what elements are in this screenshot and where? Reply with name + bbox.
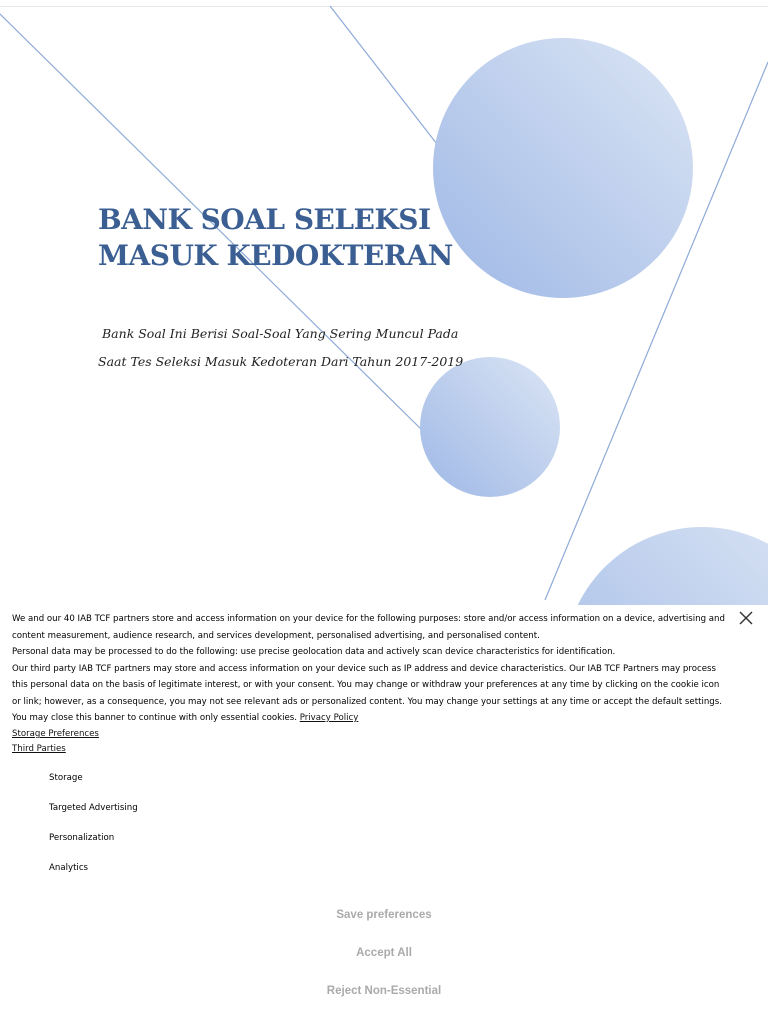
category-targeted-advertising[interactable]: Targeted Advertising: [49, 803, 138, 813]
notice-paragraph-3-text: Our third party IAB TCF partners may store and access information on your device such as IP address and device characteristics. Our IAB TCF Partners may process this personal data on the basis of legitimate interest, or with your consent. You may change or withdraw your preferences at any time by clicking on the cookie icon or link; however, as a consequence, you may not see relevant ads or personalized content. You may change your settings at any time or accept the default settings. You may close this banner to continue with only essential cookies.: [12, 663, 722, 723]
consent-categories: [49, 770, 138, 890]
title-line-1: BANK SOAL SELEKSI: [98, 203, 431, 236]
storage-preferences-link[interactable]: Storage Preferences: [12, 729, 99, 739]
notice-paragraph-3: [12, 661, 727, 727]
privacy-policy-link[interactable]: Privacy Policy: [299, 713, 359, 723]
third-parties-link[interactable]: Third Parties: [12, 743, 66, 754]
bottom-circle: [564, 527, 768, 605]
subtitle-line-2: Saat Tes Seleksi Masuk Kedoteran Dari Tahun 2017-2019: [98, 354, 464, 369]
save-preferences-button[interactable]: Save preferences: [330, 903, 437, 927]
close-button[interactable]: [735, 607, 757, 629]
small-circle: [420, 357, 560, 497]
title-line-2: MASUK KEDOKTERAN: [98, 239, 453, 272]
close-icon: [735, 607, 757, 629]
notice-paragraph-2: Personal data may be processed to do the following: use precise geolocation data and actively scan device characteristics for identification.: [12, 647, 616, 657]
document-title: [98, 202, 458, 274]
consent-actions: [0, 903, 768, 1017]
accept-all-button[interactable]: Accept All: [350, 941, 418, 965]
category-personalization[interactable]: Personalization: [49, 833, 115, 843]
reject-non-essential-button[interactable]: Reject Non-Essential: [321, 979, 447, 1003]
diagonal-line-2: [330, 6, 440, 148]
document-subtitle: [98, 320, 498, 376]
consent-notice: [12, 611, 727, 727]
notice-paragraph-1: We and our 40 IAB TCF partners store and access information on your device for the following purposes: store and/or access information on a device, advertising and content measurement, audience research, and services development, personalised advertising, and personalised content.: [12, 614, 725, 641]
category-storage[interactable]: Storage: [49, 773, 83, 783]
large-circle: [433, 38, 693, 298]
preference-links: [12, 727, 99, 756]
subtitle-line-1: Bank Soal Ini Berisi Soal-Soal Yang Sering Muncul Pada: [102, 326, 459, 341]
category-analytics[interactable]: Analytics: [49, 863, 89, 873]
